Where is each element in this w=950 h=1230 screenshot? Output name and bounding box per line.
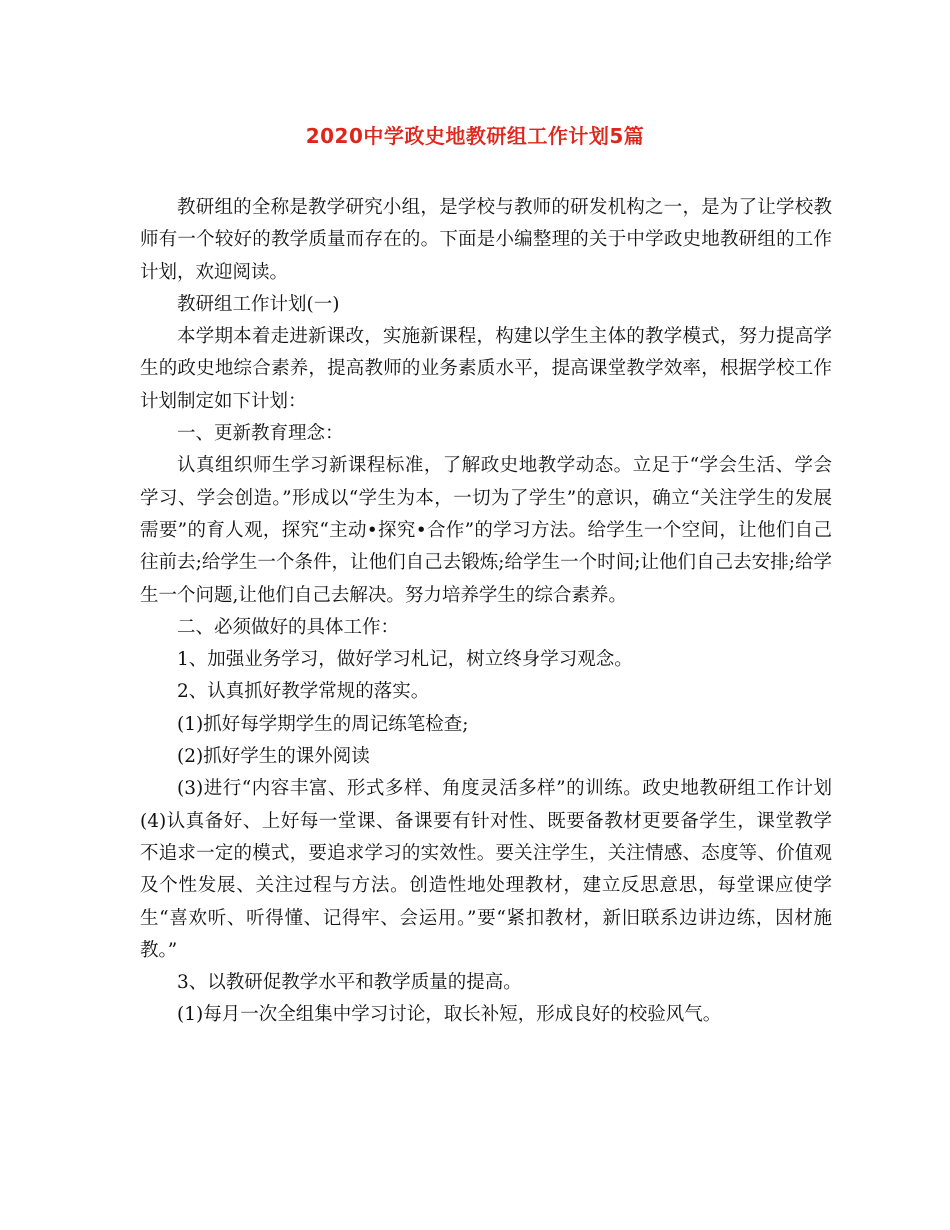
paragraph-subitem-2: (2)抓好学生的课外阅读 xyxy=(177,746,370,768)
paragraph-item-2: 2、认真抓好教学常规的落实。 xyxy=(177,681,430,703)
document-title: 2020中学政史地教研组工作计划5篇 xyxy=(305,124,645,148)
paragraph-item-1: 1、加强业务学习，做好学习札记，树立终身学习观念。 xyxy=(177,649,633,671)
paragraph-plan-heading: 教研组工作计划(一) xyxy=(177,293,340,315)
document-body xyxy=(140,192,832,1032)
paragraph-section-one-heading: 一、更新教育理念： xyxy=(177,423,344,445)
paragraph-semester-goal: 本学期本着走进新课改，实施新课程，构建以学生主体的教学模式，努力提高学生的政史地综合素养，提高教师的业务素质水平，提高课堂教学效率，根据学校工作计划制定如下计划： xyxy=(140,326,832,412)
paragraph-item-3: 3、以教研促教学水平和教学质量的提高。 xyxy=(177,972,522,994)
paragraph-section-two-heading: 二、必须做好的具体工作： xyxy=(177,616,400,638)
paragraph-subitem-3: (3)进行“内容丰富、形式多样、角度灵活多样”的训练。政史地教研组工作计划(4)认真备好、上好每一堂课、备课要有针对性、既要备教材更要备学生，课堂教学不追求一定的模式，要追求学习的实效性。要关注学生，关注情感、态度等、价值观及个性发展、关注过程与方法。创造性地处理教材，建立反思意思，每堂课应使学生“喜欢听、听得懂、记得牢、会运用。”要“紧扣教材，新旧联系边讲边练，因材施教。” xyxy=(140,778,832,961)
paragraph-intro: 教研组的全称是教学研究小组，是学校与教师的研发机构之一，是为了让学校教师有一个较好的教学质量而存在的。下面是小编整理的关于中学政史地教研组的工作计划，欢迎阅读。 xyxy=(140,197,832,283)
paragraph-subitem-1: (1)抓好每学期学生的周记练笔检查; xyxy=(177,713,469,735)
paragraph-item-3-sub-1: (1)每月一次全组集中学习讨论，取长补短，形成良好的校验风气。 xyxy=(177,1004,722,1026)
paragraph-section-one-body: 认真组织师生学习新课程标准，了解政史地教学动态。立足于“学会生活、学会学习、学会创造。”形成以“学生为本，一切为了学生”的意识，确立“关注学生的发展需要”的育人观，探究“主动•探究•合作”的学习方法。给学生一个空间，让他们自己往前去;给学生一个条件，让他们自己去锻炼;给学生一个时间;让他们自己去安排;给学生一个问题,让他们自己去解决。努力培养学生的综合素养。 xyxy=(140,455,832,606)
